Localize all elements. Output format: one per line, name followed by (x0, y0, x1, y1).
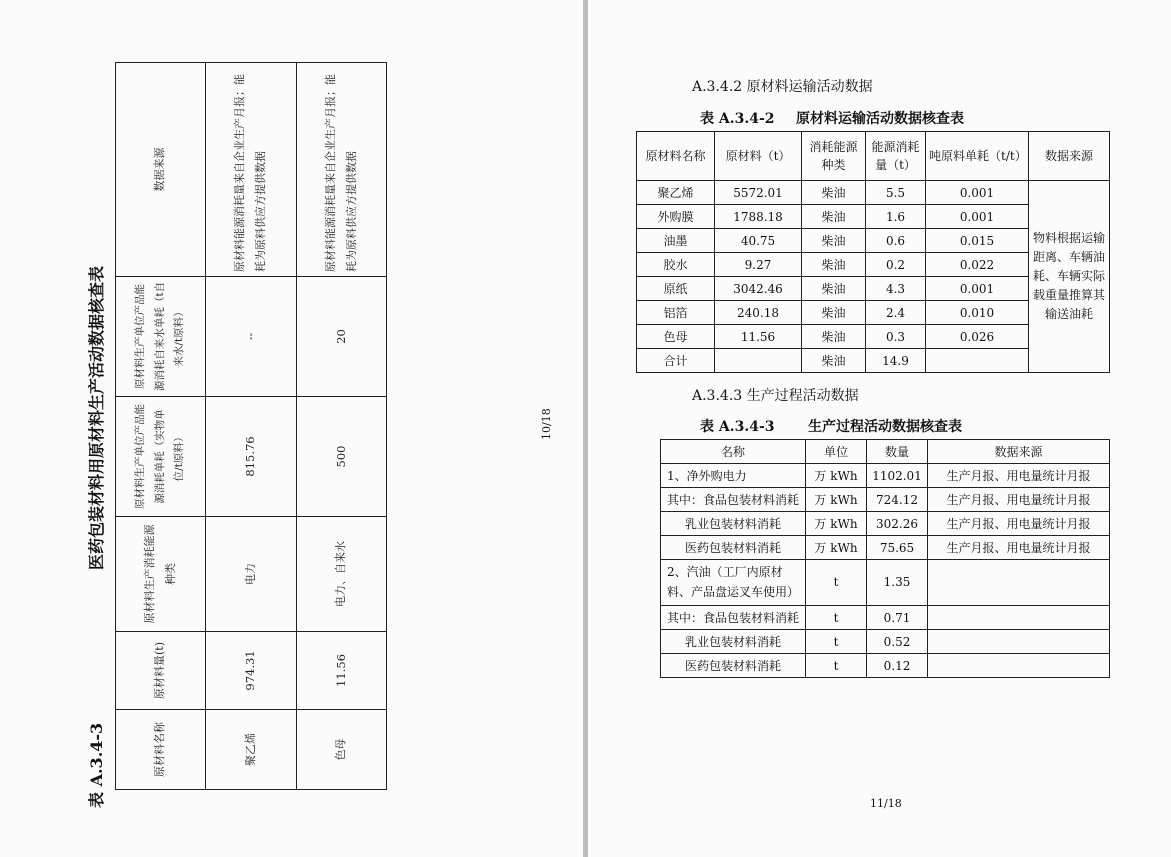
table-cell: -- (206, 277, 297, 397)
header-cell: 名称 (661, 440, 806, 464)
table-cell: 302.26 (867, 512, 928, 536)
table-cell: 974.31 (206, 632, 297, 710)
table-cell: 1.6 (866, 205, 926, 229)
table-cell: t (806, 630, 867, 654)
table-cell: 生产月报、用电量统计月报 (928, 488, 1110, 512)
table-cell: 原纸 (637, 277, 715, 301)
table-row (661, 630, 1110, 654)
table-cell: 柴油 (802, 277, 866, 301)
table-cell: 0.3 (866, 325, 926, 349)
left-table-title: 医药包装材料用原材料生产活动数据核查表 (87, 265, 106, 570)
table-row (661, 536, 1110, 560)
right-page-number: 11/18 (870, 797, 902, 810)
table-cell: 其中：食品包装材料消耗 (661, 606, 806, 630)
header-cell: 数据来源 (928, 440, 1110, 464)
header-cell: 数量 (867, 440, 928, 464)
table-cell (926, 349, 1029, 373)
table-cell: 医药包装材料消耗 (661, 536, 806, 560)
table-row (661, 654, 1110, 678)
header-cell: 原材料量(t) (116, 632, 206, 710)
table-cell: 20 (297, 277, 387, 397)
table-cell: 1102.01 (867, 464, 928, 488)
table-cell: 铝箔 (637, 301, 715, 325)
table-cell: 色母 (297, 710, 387, 790)
table-cell: 生产月报、用电量统计月报 (928, 464, 1110, 488)
table-cell: 240.18 (715, 301, 802, 325)
table-row (661, 488, 1110, 512)
header-cell: 原材料生产单位产品能源消耗单耗（实物单位/t原料） (116, 397, 206, 517)
table-row (297, 63, 387, 790)
header-cell: 能源消耗量（t） (866, 132, 926, 181)
table-cell (928, 560, 1110, 606)
table-cell: 0.001 (926, 277, 1029, 301)
table-cell: 5.5 (866, 181, 926, 205)
left-page-number: 10/18 (540, 408, 553, 440)
table-row (637, 181, 1110, 205)
table-cell: 0.010 (926, 301, 1029, 325)
header-cell: 吨原料单耗（t/t） (926, 132, 1029, 181)
table-header-row (661, 440, 1110, 464)
header-cell: 数据来源 (1029, 132, 1110, 181)
table-cell: 0.022 (926, 253, 1029, 277)
table-cell: 14.9 (866, 349, 926, 373)
table-cell: 0.71 (867, 606, 928, 630)
header-cell: 原材料生产单位产品能源消耗自来水单耗（t自来水/t原料） (116, 277, 206, 397)
table-cell: 柴油 (802, 205, 866, 229)
table-cell: 生产月报、用电量统计月报 (928, 512, 1110, 536)
table-cell: 其中：食品包装材料消耗 (661, 488, 806, 512)
table-cell: t (806, 560, 867, 606)
header-cell: 原材料生产消耗能源种类 (116, 517, 206, 632)
table-cell (928, 654, 1110, 678)
table-row (661, 512, 1110, 536)
table-cell: 11.56 (297, 632, 387, 710)
table-cell: 2.4 (866, 301, 926, 325)
table-cell: 4.3 (866, 277, 926, 301)
table-cell: 聚乙烯 (637, 181, 715, 205)
table-cell: 柴油 (802, 253, 866, 277)
table-cell: 原材料能源消耗量来自企业生产月报；能耗为原料供应方提供数据 (297, 63, 387, 277)
table-cell: 0.2 (866, 253, 926, 277)
header-cell: 单位 (806, 440, 867, 464)
table-cell: 生产月报、用电量统计月报 (928, 536, 1110, 560)
table-cell: 40.75 (715, 229, 802, 253)
raw-material-production-table (115, 62, 387, 790)
table-cell: 0.52 (867, 630, 928, 654)
table-cell: t (806, 654, 867, 678)
table-header-row (637, 132, 1110, 181)
table-cell: 柴油 (802, 301, 866, 325)
table-cell: 柴油 (802, 229, 866, 253)
raw-material-transport-table (636, 131, 1110, 373)
table-cell: 5572.01 (715, 181, 802, 205)
table-cell: 油墨 (637, 229, 715, 253)
production-process-table (660, 439, 1110, 678)
table-cell: 0.015 (926, 229, 1029, 253)
table-cell: 500 (297, 397, 387, 517)
section-heading-transport: A.3.4.2 原材料运输活动数据 (692, 79, 873, 95)
table-cell: 外购膜 (637, 205, 715, 229)
table-cell: 0.6 (866, 229, 926, 253)
header-cell: 原材料名称 (637, 132, 715, 181)
table-cell: 1、净外购电力 (661, 464, 806, 488)
table-cell: 柴油 (802, 181, 866, 205)
table-cell: 万 kWh (806, 488, 867, 512)
table-cell: 815.76 (206, 397, 297, 517)
table-caption-number: 表 A.3.4-2 (700, 111, 775, 127)
table-cell: 柴油 (802, 349, 866, 373)
table-caption-number: 表 A.3.4-3 (700, 419, 775, 435)
table-cell: 3042.46 (715, 277, 802, 301)
table-cell (928, 630, 1110, 654)
table-cell: 11.56 (715, 325, 802, 349)
table-cell: 1.35 (867, 560, 928, 606)
header-cell: 原材料（t） (715, 132, 802, 181)
table-cell: 电力 (206, 517, 297, 632)
table-cell: 乳业包装材料消耗 (661, 630, 806, 654)
table-row (661, 464, 1110, 488)
table-caption-title: 原材料运输活动数据核查表 (796, 111, 964, 127)
table-cell: 电力、自来水 (297, 517, 387, 632)
table-cell: 合计 (637, 349, 715, 373)
table-cell: 0.001 (926, 205, 1029, 229)
table-cell: 9.27 (715, 253, 802, 277)
left-table-number: 表 A.3.4-3 (87, 722, 106, 808)
table-row (661, 560, 1110, 606)
table-cell: 胶水 (637, 253, 715, 277)
table-cell: 75.65 (867, 536, 928, 560)
table-cell: 724.12 (867, 488, 928, 512)
table-cell: 0.026 (926, 325, 1029, 349)
table-header-row (116, 63, 206, 790)
table-cell: 1788.18 (715, 205, 802, 229)
table-cell: 聚乙烯 (206, 710, 297, 790)
table-cell: 色母 (637, 325, 715, 349)
table-cell: 万 kWh (806, 512, 867, 536)
table-cell: 柴油 (802, 325, 866, 349)
table-caption-title: 生产过程活动数据核查表 (808, 419, 962, 435)
table-cell: 万 kWh (806, 464, 867, 488)
table-cell: 万 kWh (806, 536, 867, 560)
table-row (661, 606, 1110, 630)
table-cell: 原材料能源消耗量来自企业生产月报；能耗为原料供应方提供数据 (206, 63, 297, 277)
table-cell: 0.12 (867, 654, 928, 678)
data-source-cell: 物料根据运输距离、车辆油耗、车辆实际载重量推算其输送油耗 (1029, 181, 1110, 373)
table-cell: 2、汽油（工厂内原材料、产品盘运叉车使用） (661, 560, 806, 606)
table-cell: 0.001 (926, 181, 1029, 205)
section-heading-production: A.3.4.3 生产过程活动数据 (692, 388, 859, 404)
table-cell: 乳业包装材料消耗 (661, 512, 806, 536)
table-cell (928, 606, 1110, 630)
header-cell: 消耗能源种类 (802, 132, 866, 181)
header-cell: 原材料名称 (116, 710, 206, 790)
header-cell: 数据来源 (116, 63, 206, 277)
table-cell (715, 349, 802, 373)
table-cell: 医药包装材料消耗 (661, 654, 806, 678)
table-cell: t (806, 606, 867, 630)
table-row (206, 63, 297, 790)
rotated-table-container (115, 63, 386, 790)
